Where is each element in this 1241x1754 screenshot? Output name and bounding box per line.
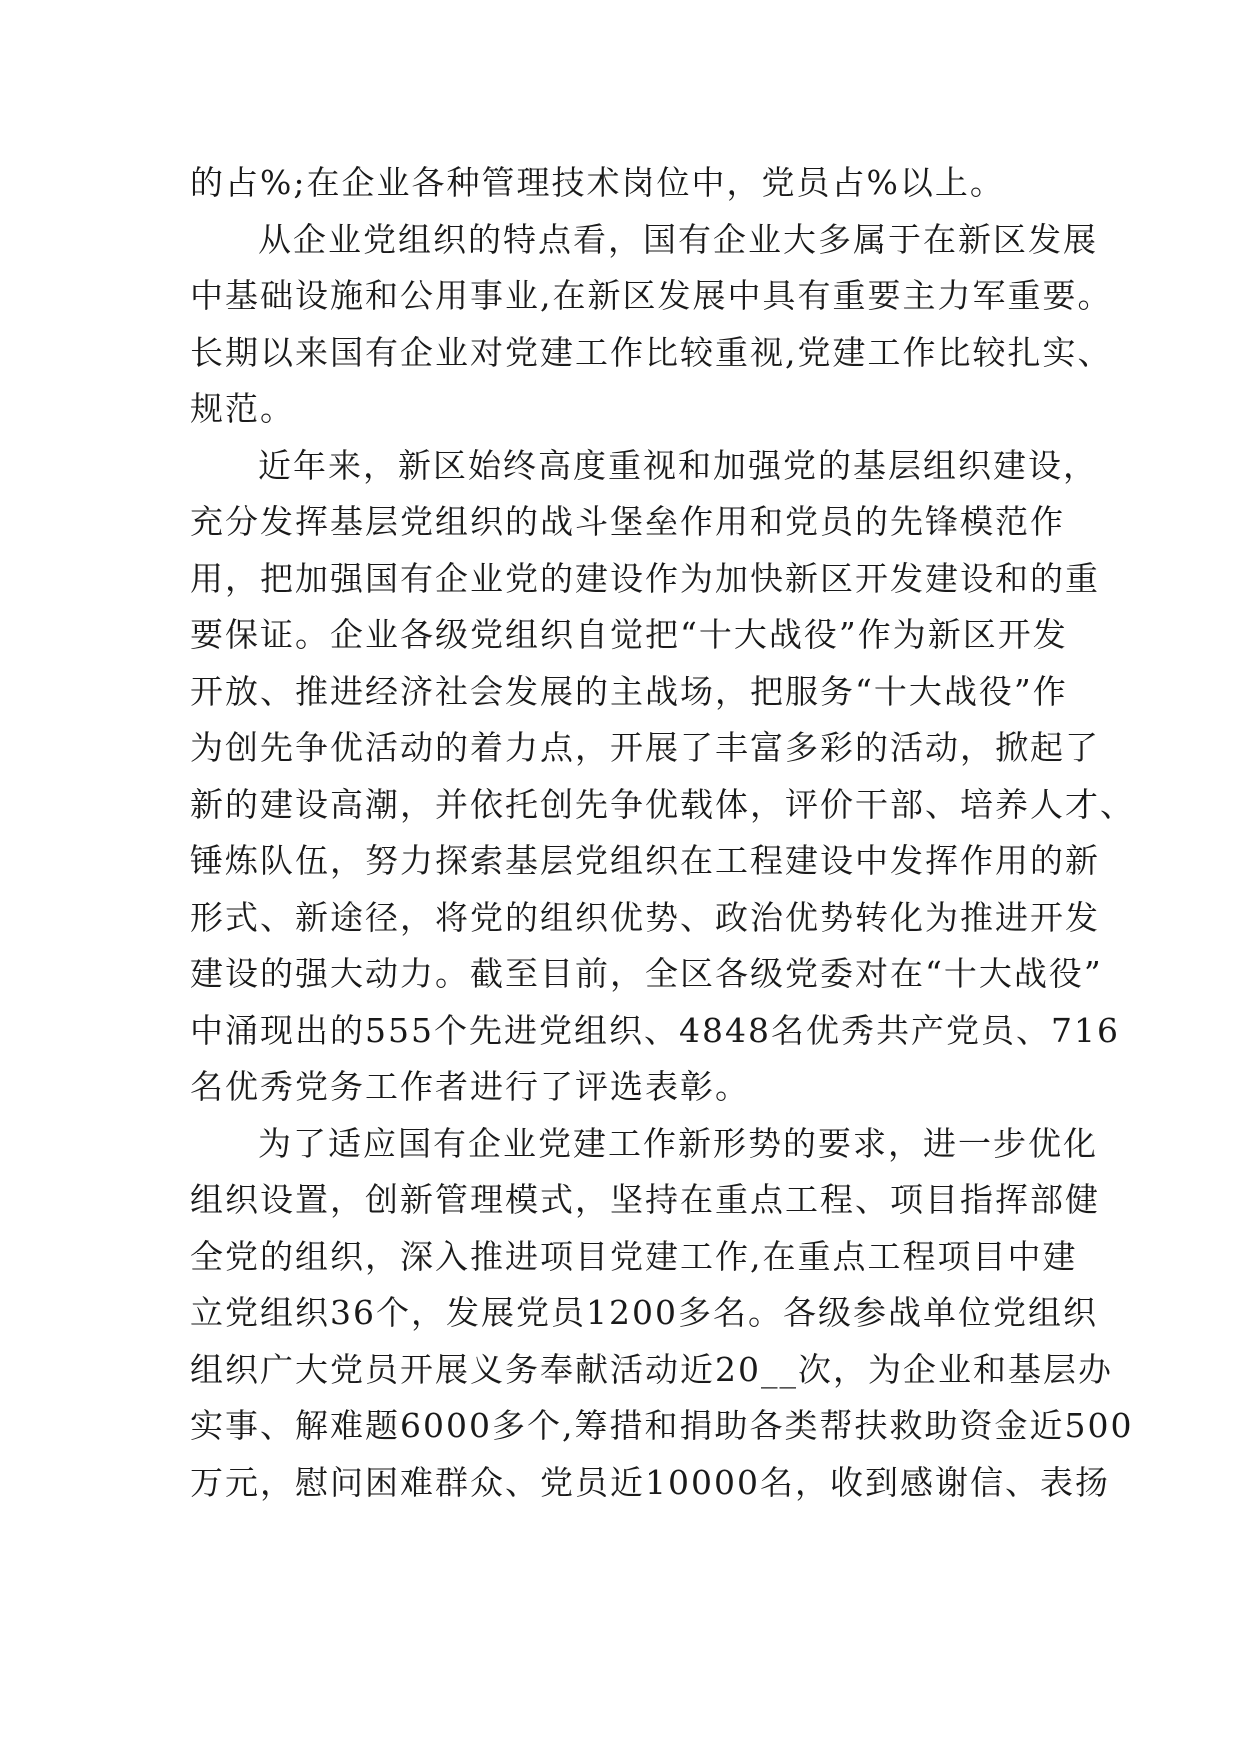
text-line-19: 组织设置，创新管理模式，坚持在重点工程、项目指挥部健 bbox=[190, 1180, 1100, 1219]
text-line-4: 长期以来国有企业对党建工作比较重视,党建工作比较扎实、 bbox=[190, 332, 1113, 372]
text-line-22: 组织广大党员开展义务奉献活动近20__次，为企业和基层办 bbox=[190, 1349, 1113, 1389]
text-line-8: 用，把加强国有企业党的建设作为加快新区开发建设和的重 bbox=[190, 558, 1100, 598]
body-text bbox=[190, 155, 1135, 1511]
text-line-3: 中基础设施和公用事业,在新区发展中具有重要主力军重要。 bbox=[190, 276, 1113, 315]
text-line-24: 万元，慰问困难群众、党员近10000名，收到感谢信、表扬 bbox=[190, 1462, 1110, 1502]
text-line-16: 中涌现出的555个先进党组织、4848名优秀共产党员、716 bbox=[190, 1010, 1120, 1050]
text-line-11: 为创先争优活动的着力点，开展了丰富多彩的活动，掀起了 bbox=[190, 728, 1100, 767]
text-line-13: 锤炼队伍，努力探索基层党组织在工程建设中发挥作用的新 bbox=[190, 841, 1100, 880]
text-line-9: 要保证。企业各级党组织自觉把“十大战役”作为新区开发 bbox=[190, 615, 1068, 654]
text-line-12: 新的建设高潮，并依托创先争优载体，评价干部、培养人才、 bbox=[190, 784, 1135, 824]
text-line-21: 立党组织36个，发展党员1200多名。各级参战单位党组织 bbox=[190, 1293, 1098, 1332]
text-line-20: 全党的组织，深入推进项目党建工作,在重点工程项目中建 bbox=[190, 1236, 1078, 1276]
text-line-1: 的占%;在企业各种管理技术岗位中，党员占%以上。 bbox=[190, 163, 1005, 202]
text-line-14: 形式、新途径，将党的组织优势、政治优势转化为推进开发 bbox=[190, 897, 1100, 937]
text-line-5: 规范。 bbox=[190, 389, 295, 428]
text-line-10: 开放、推进经济社会发展的主战场，把服务“十大战役”作 bbox=[190, 671, 1068, 711]
text-line-7: 充分发挥基层党组织的战斗堡垒作用和党员的先锋模范作 bbox=[190, 502, 1065, 541]
paragraph-start-line-2: 从企业党组织的特点看，国有企业大多属于在新区发展 bbox=[258, 219, 1098, 259]
text-line-17: 名优秀党务工作者进行了评选表彰。 bbox=[190, 1067, 750, 1106]
paragraph-start-line-18: 为了适应国有企业党建工作新形势的要求，进一步优化 bbox=[258, 1123, 1098, 1163]
text-line-23: 实事、解难题6000多个,筹措和捐助各类帮扶救助资金近500 bbox=[190, 1406, 1134, 1445]
text-line-15: 建设的强大动力。截至目前，全区各级党委对在“十大战役” bbox=[190, 954, 1103, 993]
paragraph-start-line-6: 近年来，新区始终高度重视和加强党的基层组织建设， bbox=[258, 445, 1098, 485]
